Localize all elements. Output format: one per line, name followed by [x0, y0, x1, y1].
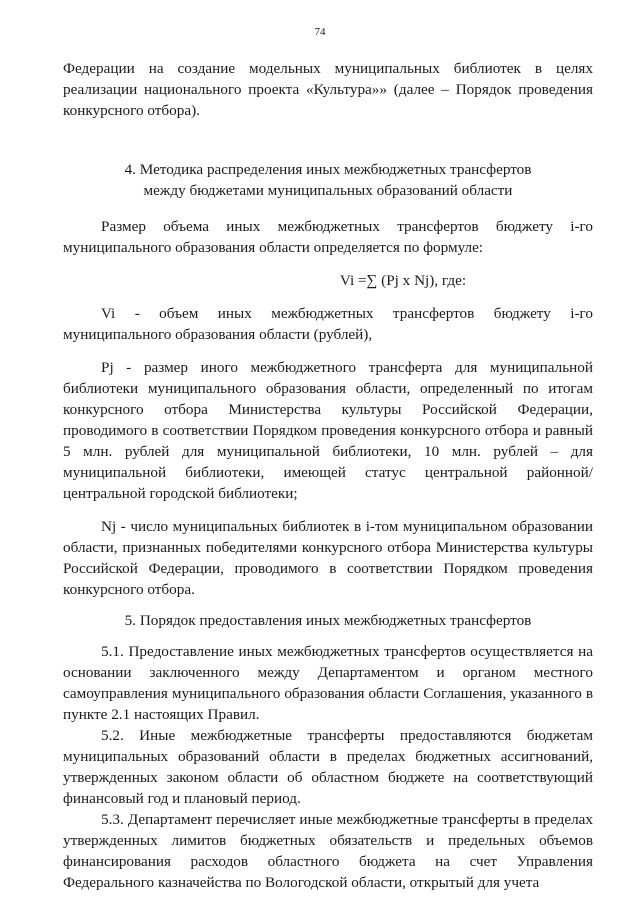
- spacer: [63, 504, 593, 516]
- definition-nj: Nj - число муниципальных библиотек в i-том муниципальном образовании области, признанных победителями конкурсного отбора Министерства культуры Российской Федерации, проводимого в соответствии Порядком проведения конкурсного отбора.: [63, 518, 593, 598]
- spacer: [63, 600, 593, 610]
- intro-paragraph: Федерации на создание модельных муниципальных библиотек в целях реализации национального проекта «Культура»» (далее – Порядок проведения конкурсного отбора).: [63, 60, 593, 119]
- formula: Vi =∑ (Pj x Nj), где:: [339, 272, 467, 289]
- clause-5-1: 5.1. Предоставление иных межбюджетных трансфертов осуществляется на основании заключенного между Департаментом и органом местного самоуправления муниципального образования области Соглашения, указанного в пункте 2.1 настоящих Правил.: [63, 643, 593, 723]
- section5-heading: 5. Порядок предоставления иных межбюджетных трансфертов: [124, 612, 532, 629]
- document-body: [63, 58, 593, 893]
- section4-heading-line1: 4. Методика распределения иных межбюджетных трансфертов: [124, 161, 532, 178]
- spacer: [63, 201, 593, 216]
- page-number: 74: [314, 26, 326, 38]
- definition-pj: Pj - размер иного межбюджетного трансферта для муниципальной библиотеки муниципального образования области, определенный по итогам конкурсного отбора Министерства культуры Российской Федерации, проводимого в соответствии Порядком проведения конкурсного отбора и равный 5 млн. рублей для муниципальной библиотеки, 10 млн. рублей – для муниципальной библиотеки, имеющей статус центральной районной/центральной городской библиотеки;: [63, 359, 593, 502]
- spacer: [63, 345, 593, 357]
- definition-vi: Vi - объем иных межбюджетных трансфертов бюджету i-го муниципального образования области (рублей),: [63, 305, 593, 343]
- clause-5-3: 5.3. Департамент перечисляет иные межбюджетные трансферты в пределах утвержденных лимитов бюджетных обязательств и предельных объемов финансирования расходов областного бюджета на счет Управления Федерального казначейства по Вологодской области, открытый для учета: [63, 811, 593, 891]
- spacer: [63, 121, 593, 159]
- section4-paragraph-1: Размер объема иных межбюджетных трансфертов бюджету i-го муниципального образования области определяется по формуле:: [63, 218, 593, 256]
- clause-5-2: 5.2. Иные межбюджетные трансферты предоставляются бюджетам муниципальных образований области в пределах бюджетных ассигнований, утвержденных законом области об областном бюджете на соответствующий финансовый год и плановый период.: [63, 727, 593, 807]
- spacer: [63, 291, 593, 303]
- spacer: [63, 258, 593, 270]
- section4-heading-line2: между бюджетами муниципальных образований области: [143, 182, 513, 199]
- spacer: [63, 631, 593, 641]
